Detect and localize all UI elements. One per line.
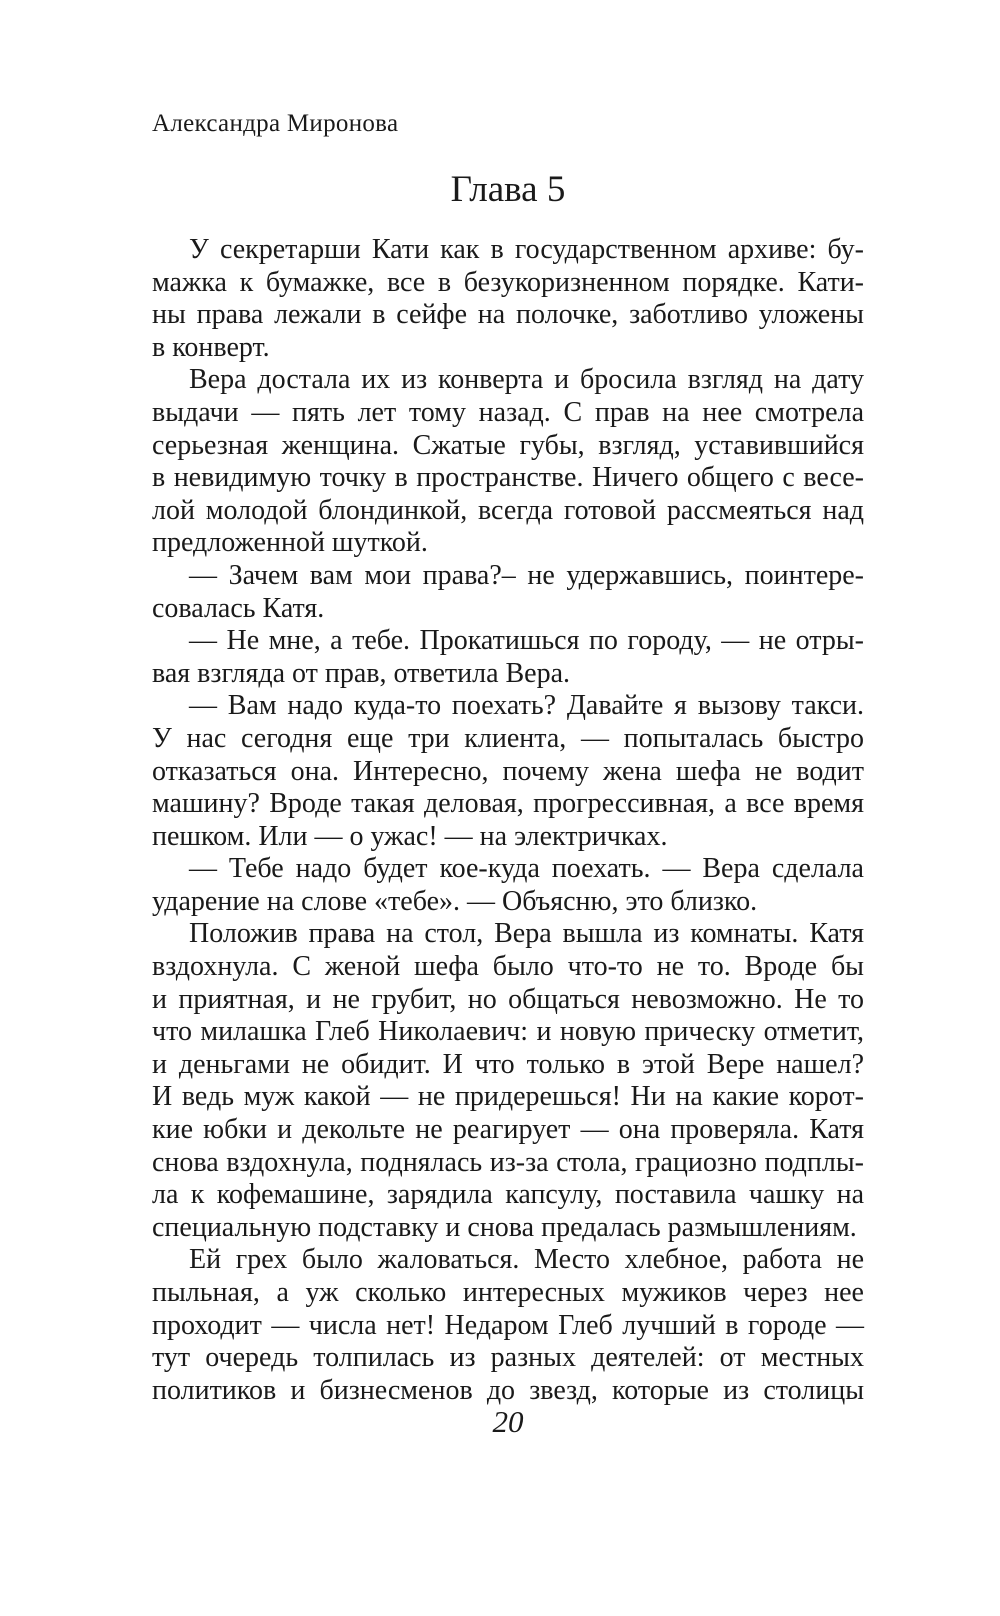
text-line: кие юбки и декольте не реагирует — она проверяла. Катя bbox=[152, 1114, 864, 1146]
paragraph bbox=[152, 234, 864, 364]
text-line: что милашка Глеб Николаевич: и новую прическу отметит, bbox=[152, 1016, 864, 1048]
text-line: Положив права на стол, Вера вышла из комнаты. Катя bbox=[189, 918, 864, 950]
page-number: 20 bbox=[492, 1404, 524, 1439]
text-line: совалась Катя. bbox=[152, 592, 325, 624]
text-line: и приятная, и не грубит, но общаться невозможно. Не то bbox=[152, 983, 864, 1015]
paragraph bbox=[152, 1244, 864, 1407]
text-line: предложенной шуткой. bbox=[152, 527, 428, 559]
text-line: лой молодой блондинкой, всегда готовой рассмеяться над bbox=[152, 494, 864, 526]
text-line: отказаться она. Интересно, почему жена шефа не водит bbox=[152, 755, 864, 787]
text-line: машину? Вроде такая деловая, прогрессивная, а все время bbox=[152, 788, 864, 820]
text-line: мажка к бумажке, все в безукоризненном порядке. Кати- bbox=[152, 266, 864, 298]
paragraph bbox=[152, 918, 864, 1244]
text-line: политиков и бизнесменов до звезд, которые из столицы bbox=[152, 1374, 864, 1406]
text-line: У нас сегодня еще три клиента, — попыталась быстро bbox=[152, 722, 864, 754]
text-line: Вера достала их из конверта и бросила взгляд на дату bbox=[189, 364, 864, 396]
text-line: специальную подставку и снова предалась размышлениям. bbox=[152, 1211, 857, 1243]
text-line: вая взгляда от прав, ответила Вера. bbox=[152, 657, 571, 689]
text-line: выдачи — пять лет тому назад. С прав на нее смотрела bbox=[152, 396, 864, 428]
text-line: И ведь муж какой — не придерешься! Ни на какие корот- bbox=[152, 1081, 864, 1113]
text-line: — Зачем вам мои права?– не удержавшись, поинтере- bbox=[189, 559, 864, 591]
text-line: — Вам надо куда-то поехать? Давайте я вызову такси. bbox=[189, 690, 864, 722]
text-line: в конверт. bbox=[152, 331, 270, 363]
text-line: ударение на слове «тебе». — Объясню, это близко. bbox=[152, 885, 758, 917]
text-line: У секретарши Кати как в государственном архиве: бу- bbox=[189, 234, 864, 265]
text-line: и деньгами не обидит. И что только в этой Вере нашел? bbox=[152, 1048, 864, 1080]
text-line: ла к кофемашине, зарядила капсулу, поставила чашку на bbox=[152, 1179, 864, 1211]
running-head-author: Александра Миронова bbox=[152, 110, 399, 137]
text-line: пешком. Или — о ужас! — на электричках. bbox=[152, 820, 668, 852]
chapter-title: Глава 5 bbox=[450, 169, 566, 210]
text-line: в невидимую точку в пространстве. Ничего общего с весе- bbox=[152, 462, 864, 494]
paragraph bbox=[152, 364, 864, 560]
paragraph bbox=[152, 853, 864, 918]
text-line: — Не мне, а тебе. Прокатишься по городу, — не отры- bbox=[189, 625, 864, 657]
text-line: снова вздохнула, поднялась из-за стола, грациозно подплы- bbox=[152, 1146, 864, 1178]
text-line: вздохнула. С женой шефа было что-то не то. Вроде бы bbox=[152, 951, 864, 983]
text-line: Ей грех было жаловаться. Место хлебное, работа не bbox=[189, 1244, 864, 1276]
text-line: — Тебе надо будет кое-куда поехать. — Вера сделала bbox=[189, 853, 864, 885]
paragraph bbox=[152, 625, 864, 690]
body-text bbox=[152, 234, 864, 1407]
paragraph bbox=[152, 560, 864, 625]
text-line: серьезная женщина. Сжатые губы, взгляд, уставившийся bbox=[152, 429, 864, 461]
text-line: тут очередь толпилась из разных деятелей: от местных bbox=[152, 1342, 864, 1374]
text-line: пыльная, а уж сколько интересных мужиков через нее bbox=[152, 1277, 864, 1308]
paragraph bbox=[152, 690, 864, 853]
text-line: ны права лежали в сейфе на полочке, заботливо уложены bbox=[152, 299, 864, 331]
text-line: проходит — числа нет! Недаром Глеб лучший в городе — bbox=[152, 1309, 864, 1341]
